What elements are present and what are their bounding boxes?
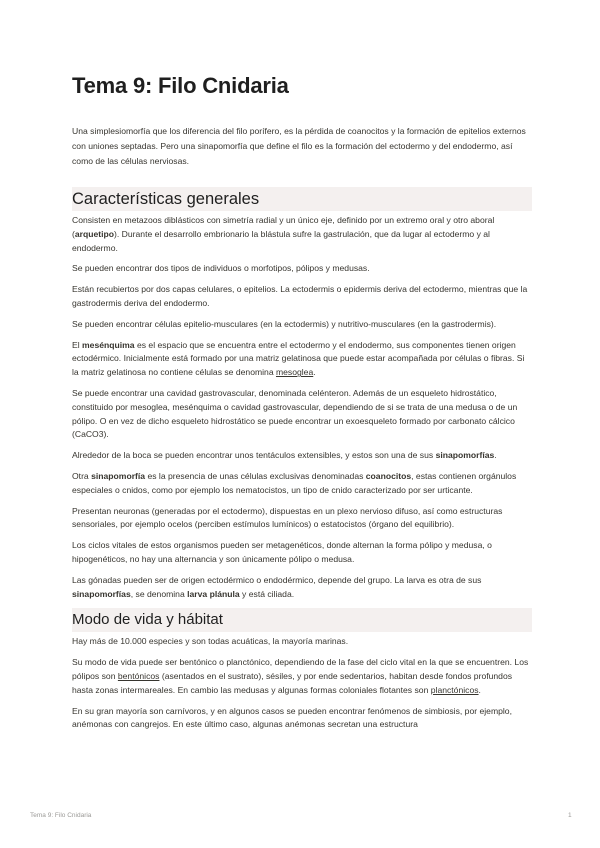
text: Consisten en metazoos diblásticos con simetría radial y un único eje, definido por un extremo oral y otro aboral (: [72, 215, 495, 239]
text: .: [313, 367, 316, 378]
text: .: [478, 684, 481, 695]
underlined-term: mesoglea: [275, 367, 314, 378]
paragraph-morfotipos: Se pueden encontrar dos tipos de individuos o morfotipos, pólipos y medusas.: [72, 263, 370, 274]
paragraph-neuronas: Presentan neuronas (generadas por el ectodermo), dispuestas en un plexo nervioso difuso, así como estructuras sensoriales, por ejemplo ocelos (perciben estímulos lumínicos) o estatocistos (órgano del equilibrio).: [72, 505, 503, 530]
text: Otra: [72, 470, 92, 481]
text: Su modo de vida puede ser bentónico o planctónico, dependiendo de la fase del ciclo vital en la que se encuentren. Los pólipos son: [72, 657, 529, 681]
bold-term: arquetipo: [74, 228, 115, 239]
paragraph-epitelios: Están recubiertos por dos capas celulares, o epitelios. La ectodermis o epidermis deriva del ectodermo, mientras que la gastrodermis deriva del endodermo.: [72, 284, 528, 308]
paragraph-gonadas: [72, 574, 532, 602]
paragraph-mesenquima: [72, 339, 532, 380]
text: y está ciliada.: [239, 588, 295, 599]
text: El: [72, 339, 83, 350]
bold-term: coanocitos: [365, 470, 412, 481]
paragraph-cnidos: [72, 470, 532, 498]
bold-term: mesénquima: [82, 339, 135, 350]
page-title: Tema 9: Filo Cnidaria: [72, 73, 289, 98]
paragraph-celulas-musculares: Se pueden encontrar células epitelio-musculares (en la ectodermis) y nutritivo-musculares (en la gastrodermis).: [72, 318, 497, 329]
underlined-term: planctónicos: [430, 684, 479, 695]
paragraph-simetria: [72, 214, 532, 255]
bold-term: sinapomorfía: [91, 470, 146, 481]
paragraph-carnivoros: En su gran mayoría son carnívoros, y en algunos casos se pueden encontrar fenómenos de simbiosis, por ejemplo, anémonas con cangrejos. En este último caso, algunas anémonas secretan una estructura: [72, 705, 512, 730]
text: Las gónadas pueden ser de origen ectodérmico o endodérmico, depende del grupo. La larva es otra de sus: [72, 574, 482, 585]
text: , se denomina: [130, 588, 188, 599]
document-page: [72, 72, 532, 739]
paragraph-ciclos: Los ciclos vitales de estos organismos pueden ser metagenéticos, donde alternan la forma pólipo y medusa, o hipogenéticos, no hay una alternancia y son únicamente pólipo o medusa.: [72, 540, 492, 564]
text: ). Durante el desarrollo embrionario la blástula sufre la gastrulación, que da lugar al ectodermo y al endodermo.: [72, 228, 490, 253]
text: es la presencia de unas células exclusivas denominadas: [145, 470, 366, 481]
footer-title: Tema 9: Filo Cnidaria: [30, 812, 92, 819]
section-heading-caracteristicas: Características generales: [72, 187, 532, 211]
paragraph-bentonico: [72, 656, 532, 697]
text: (asentados en el sustrato), sésiles, y por ende sedentarios, habitan desde fondos profundos hasta zonas intermareales. En cambio las medusas y algunas formas coloniales flotantes son: [72, 670, 513, 695]
paragraph-especies: Hay más de 10.000 especies y son todas acuáticas, la mayoría marinas.: [72, 636, 349, 647]
text: Alrededor de la boca se pueden encontrar unos tentáculos extensibles, y estos son una de sus: [72, 450, 436, 461]
page-number: 1: [568, 812, 572, 819]
text: , estas contienen orgánulos especiales o cnidos, como por ejemplo los nematocistos, un tipo de cnido caracterizado por ser urticante.: [72, 470, 517, 495]
text: es el espacio que se encuentra entre el ectodermo y el endodermo, sus componentes tienen origen ectodérmico. Inicialmente está formado por una matriz gelatinosa que puede estar acompañada por células o fibras. Si la matriz gelatinosa no contiene células se denomina: [72, 339, 525, 378]
underlined-term: bentónicos: [117, 670, 160, 681]
bold-term: sinapomorfías: [435, 450, 495, 461]
text: .: [494, 450, 497, 461]
intro-paragraph: Una simplesiomorfía que los diferencia del filo porífero, es la pérdida de coanocitos y la formación de epitelios externos con uniones septadas. Pero una sinapomorfía que define el filo es la formación del ectodermo y del endodermo, así como de las células nerviosas.: [72, 126, 526, 166]
paragraph-cavidad: Se puede encontrar una cavidad gastrovascular, denominada celénteron. Además de un esqueleto hidrostático, constituido por mesoglea, mesénquima o cavidad gastrovascular, dependiendo de si se trata de una medusa o de un pólipo. O en vez de dicho esqueleto hidrostático se puede encontrar un exoesqueleto formado por carbonato cálcico (CaCO3).: [72, 387, 518, 440]
bold-term: sinapomorfías: [72, 588, 131, 599]
section-heading-modo-de-vida: Modo de vida y hábitat: [72, 608, 532, 632]
bold-term: larva plánula: [187, 588, 240, 599]
paragraph-tentaculos: [72, 449, 532, 463]
